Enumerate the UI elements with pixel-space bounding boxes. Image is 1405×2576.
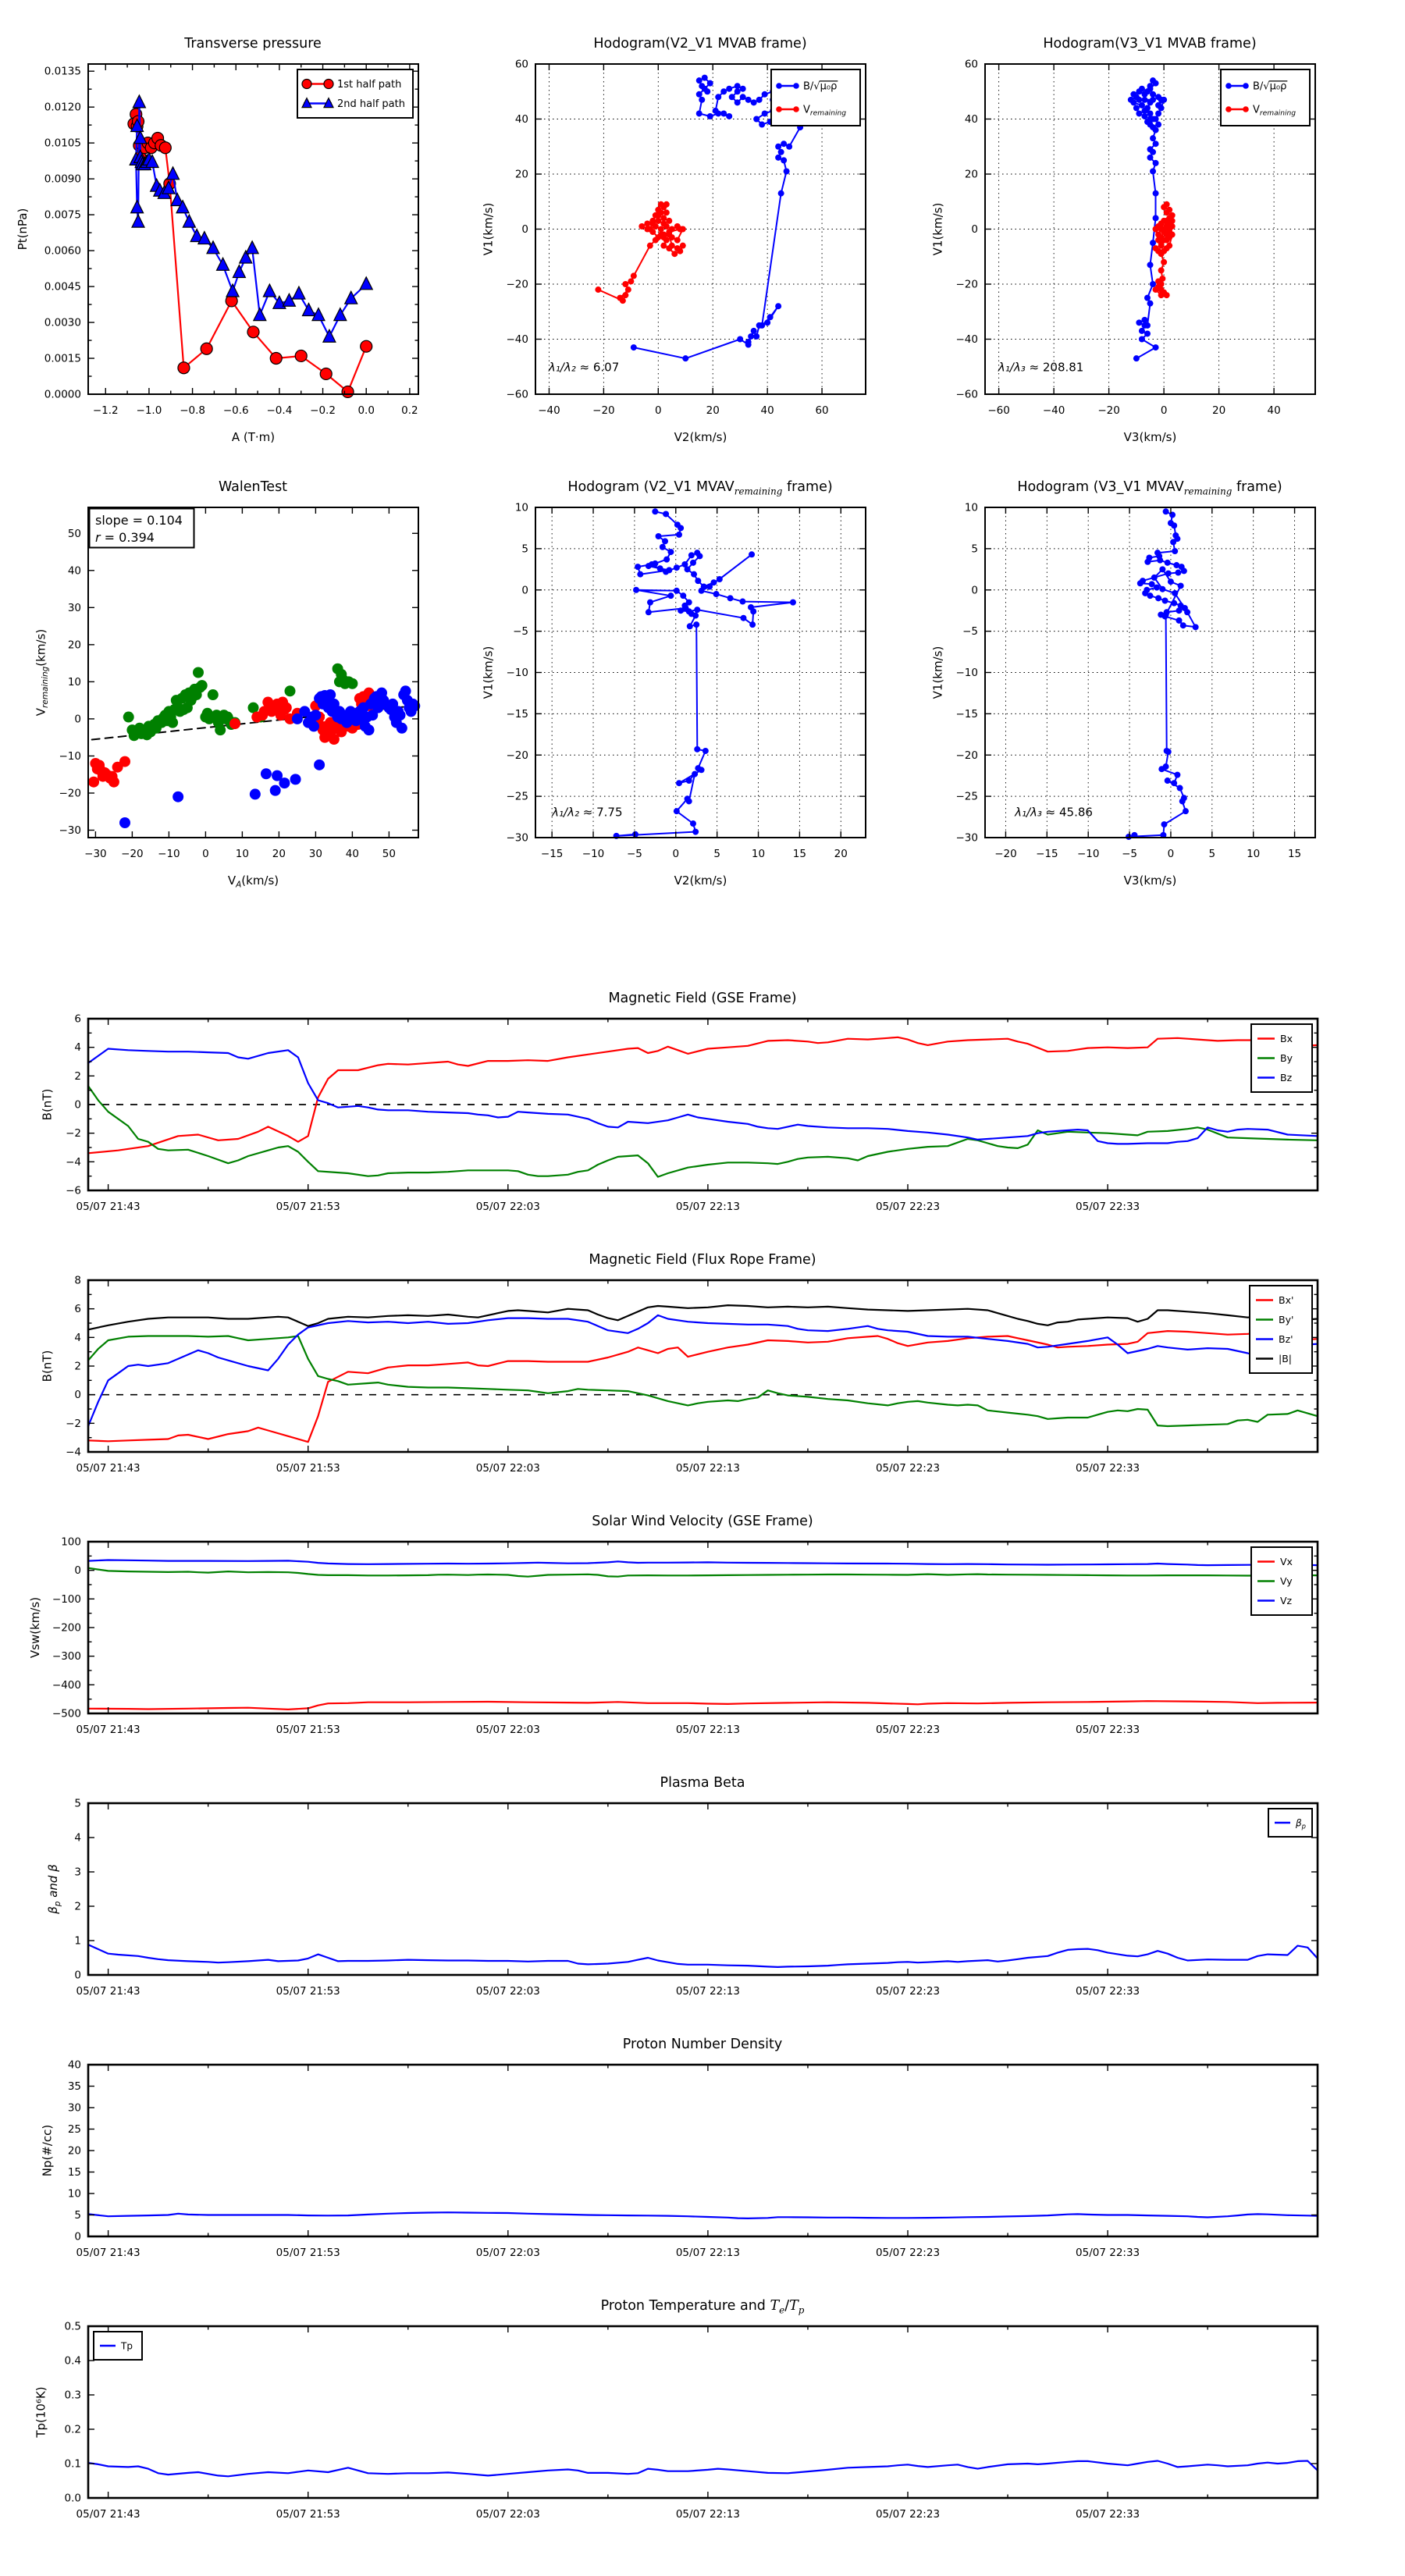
svg-text:λ₁/λ₃ ≈ 208.81: λ₁/λ₃ ≈ 208.81 <box>998 360 1084 375</box>
svg-text:Vx: Vx <box>1280 1556 1293 1567</box>
svg-text:A (T·m): A (T·m) <box>231 430 276 444</box>
svg-text:20: 20 <box>272 848 286 860</box>
svg-text:Vy: Vy <box>1280 1575 1293 1587</box>
svg-text:40: 40 <box>1267 404 1281 417</box>
svg-text:−40: −40 <box>955 333 978 346</box>
svg-text:05/07 22:33: 05/07 22:33 <box>1076 2247 1140 2259</box>
panel-title-transverse-pressure: Transverse pressure <box>184 36 322 52</box>
svg-text:Bz': Bz' <box>1279 1333 1293 1345</box>
svg-text:−0.2: −0.2 <box>310 404 336 417</box>
svg-text:−10: −10 <box>59 749 81 763</box>
svg-text:2: 2 <box>74 1900 81 1913</box>
svg-text:−2: −2 <box>66 1417 81 1430</box>
svg-text:−200: −200 <box>52 1621 81 1635</box>
svg-text:05/07 22:13: 05/07 22:13 <box>675 2508 740 2521</box>
svg-text:05/07 21:43: 05/07 21:43 <box>76 1201 140 1213</box>
svg-text:VA​(km/s): $V_A(km/s)$ <box>227 873 279 890</box>
svg-text:60: 60 <box>815 404 829 417</box>
svg-text:0: 0 <box>202 848 209 860</box>
svg-text:05/07 21:53: 05/07 21:53 <box>276 1201 340 1213</box>
svg-text:Bx: Bx <box>1280 1033 1293 1044</box>
svg-text:|B|: |B| <box>1279 1353 1292 1364</box>
svg-text:0.0135: 0.0135 <box>44 65 81 78</box>
svg-text:−15: −15 <box>506 707 528 720</box>
svg-text:−30: −30 <box>506 831 528 845</box>
svg-text:−20: −20 <box>59 787 81 800</box>
magnetic-field-fluxrope-plot <box>40 1275 1318 1475</box>
svg-text:−40: −40 <box>1042 404 1065 417</box>
svg-text:0.2: 0.2 <box>401 404 418 417</box>
svg-text:−0.8: −0.8 <box>180 404 205 417</box>
svg-text:−0.6: −0.6 <box>222 404 249 417</box>
svg-text:20: 20 <box>706 404 720 417</box>
svg-text:V1(km/s): V1(km/s) <box>930 646 945 699</box>
svg-text:05/07 22:03: 05/07 22:03 <box>475 2247 540 2259</box>
svg-text:30: 30 <box>67 601 81 614</box>
hodogram-v2v1-mvab-plot <box>482 59 866 445</box>
svg-text:05/07 22:23: 05/07 22:23 <box>875 1985 941 1998</box>
svg-text:20: 20 <box>67 639 81 652</box>
svg-text:−40: −40 <box>506 333 528 346</box>
svg-text:40: 40 <box>345 848 359 860</box>
svg-text:B(nT): B(nT) <box>40 1088 55 1121</box>
svg-text:5: 5 <box>74 2209 81 2222</box>
svg-text:05/07 22:13: 05/07 22:13 <box>675 2247 740 2259</box>
svg-text:50: 50 <box>382 848 396 860</box>
svg-text:0.0: 0.0 <box>64 2492 81 2505</box>
panel-title-solar-wind-velocity: Solar Wind Velocity (GSE Frame) <box>592 1514 813 1529</box>
svg-text:05/07 21:43: 05/07 21:43 <box>76 1462 140 1475</box>
svg-text:0.0045: 0.0045 <box>44 280 81 294</box>
svg-text:60: 60 <box>514 58 528 71</box>
svg-text:05/07 22:03: 05/07 22:03 <box>475 1985 540 1998</box>
svg-text:−20: −20 <box>506 749 528 762</box>
svg-text:10: 10 <box>67 2187 81 2201</box>
svg-text:0.0015: 0.0015 <box>44 352 81 365</box>
svg-text:−300: −300 <box>52 1650 81 1663</box>
svg-text:2: 2 <box>74 1069 81 1083</box>
svg-text:05/07 22:33: 05/07 22:33 <box>1076 1462 1140 1475</box>
svg-text:−15: −15 <box>540 848 564 860</box>
svg-text:0: 0 <box>74 1389 81 1402</box>
panel-title-hodogram-v2v1-mvab: Hodogram(V2_V1 MVAB frame) <box>593 36 807 52</box>
svg-text:40: 40 <box>514 113 528 126</box>
svg-text:βp​ and β: $\beta_p$ and β <box>46 1864 62 1914</box>
svg-text:−20: −20 <box>994 848 1017 860</box>
hodogram-v3v1-mvav-plot <box>931 502 1315 888</box>
svg-text:0: 0 <box>971 584 978 597</box>
svg-text:slope = 0.104: slope = 0.104 <box>95 513 183 528</box>
svg-text:05/07 22:03: 05/07 22:03 <box>475 1724 540 1736</box>
svg-text:−500: −500 <box>52 1707 81 1720</box>
svg-text:Vremaining​(km/s): $V_{remaining}(km/s)$ <box>34 628 51 717</box>
svg-text:0.0030: 0.0030 <box>44 316 81 329</box>
svg-text:10: 10 <box>514 501 528 514</box>
svg-text:0: 0 <box>74 2230 81 2243</box>
svg-text:0: 0 <box>655 404 662 417</box>
svg-text:V2(km/s): V2(km/s) <box>674 430 727 444</box>
svg-text:V1(km/s): V1(km/s) <box>930 202 945 256</box>
svg-text:V2(km/s): V2(km/s) <box>674 873 727 888</box>
svg-text:6: 6 <box>74 1303 81 1316</box>
svg-text:4: 4 <box>74 1331 81 1344</box>
svg-text:05/07 21:53: 05/07 21:53 <box>276 1985 340 1998</box>
svg-text:−40: −40 <box>538 404 560 417</box>
svg-text:−1.0: −1.0 <box>136 404 162 417</box>
svg-text:−5: −5 <box>962 625 978 639</box>
svg-text:−0.4: −0.4 <box>266 404 293 417</box>
svg-text:0.3: 0.3 <box>64 2389 81 2402</box>
svg-text:0.0090: 0.0090 <box>44 173 81 186</box>
svg-text:10: 10 <box>67 675 81 688</box>
panel-title-hodogram-v2v1-mvav: Hodogram (V2_V1 $MVAV_{remaining}$ frame) <box>567 479 833 497</box>
svg-text:10: 10 <box>751 848 766 860</box>
svg-text:0.4: 0.4 <box>64 2354 81 2368</box>
svg-text:05/07 22:13: 05/07 22:13 <box>675 1462 740 1475</box>
svg-text:35: 35 <box>67 2080 81 2093</box>
svg-text:0.0: 0.0 <box>357 404 375 417</box>
svg-text:05/07 21:53: 05/07 21:53 <box>276 2508 340 2521</box>
svg-text:05/07 22:03: 05/07 22:03 <box>475 1462 540 1475</box>
svg-text:5: 5 <box>971 543 978 556</box>
svg-text:0.5: 0.5 <box>64 2320 81 2333</box>
solar-wind-velocity-plot <box>28 1536 1318 1737</box>
svg-text:Vz: Vz <box>1280 1595 1293 1606</box>
svg-text:V1(km/s): V1(km/s) <box>481 646 496 699</box>
svg-text:05/07 22:13: 05/07 22:13 <box>675 1985 740 1998</box>
svg-text:λ₁/λ₂ ≈ 7.75: λ₁/λ₂ ≈ 7.75 <box>552 805 623 820</box>
panel-title-hodogram-v3v1-mvav: Hodogram (V3_V1 $MVAV_{remaining}$ frame) <box>1017 479 1282 497</box>
panel-title-plasma-beta: Plasma Beta <box>660 1775 745 1791</box>
svg-text:20: 20 <box>964 168 978 181</box>
svg-text:B/√μ₀ρ: B/√μ₀ρ <box>1253 80 1287 93</box>
transverse-pressure-plot <box>16 64 418 444</box>
svg-text:−25: −25 <box>506 790 528 803</box>
svg-text:05/07 22:33: 05/07 22:33 <box>1076 1724 1140 1736</box>
svg-text:0: 0 <box>74 1098 81 1112</box>
svg-text:60: 60 <box>964 58 978 71</box>
panel-title-magnetic-field-gse: Magnetic Field (GSE Frame) <box>608 991 797 1006</box>
svg-text:−5: −5 <box>1122 848 1138 860</box>
svg-text:−2: −2 <box>66 1127 81 1140</box>
svg-text:100: 100 <box>61 1535 81 1549</box>
svg-text:B(nT): B(nT) <box>40 1350 55 1382</box>
svg-text:−20: −20 <box>955 278 978 291</box>
svg-text:−25: −25 <box>955 790 978 803</box>
svg-text:25: 25 <box>67 2123 81 2136</box>
svg-text:40: 40 <box>67 564 81 578</box>
svg-text:−5: −5 <box>513 625 528 639</box>
svg-text:Pt(nPa): Pt(nPa) <box>16 208 30 251</box>
svg-text:Bz: Bz <box>1280 1072 1293 1083</box>
svg-text:05/07 22:23: 05/07 22:23 <box>875 2508 941 2521</box>
svg-text:B/√μ₀ρ: B/√μ₀ρ <box>803 80 838 93</box>
svg-text:05/07 22:13: 05/07 22:13 <box>675 1201 740 1213</box>
svg-text:−10: −10 <box>506 667 528 679</box>
svg-text:05/07 22:03: 05/07 22:03 <box>475 2508 540 2521</box>
svg-text:10: 10 <box>1247 848 1261 860</box>
svg-text:05/07 22:33: 05/07 22:33 <box>1076 1985 1140 1998</box>
svg-text:−15: −15 <box>1036 848 1058 860</box>
svg-text:λ₁/λ₃ ≈ 45.86: λ₁/λ₃ ≈ 45.86 <box>1015 805 1093 820</box>
svg-text:05/07 22:33: 05/07 22:33 <box>1076 1201 1140 1213</box>
svg-text:−60: −60 <box>987 404 1010 417</box>
svg-text:−6: −6 <box>66 1184 81 1197</box>
svg-text:−20: −20 <box>1097 404 1120 417</box>
svg-text:−4: −4 <box>66 1155 81 1169</box>
svg-text:05/07 22:23: 05/07 22:23 <box>875 1462 941 1475</box>
svg-text:05/07 21:53: 05/07 21:53 <box>276 2247 340 2259</box>
svg-text:Np(#/cc): Np(#/cc) <box>40 2124 55 2177</box>
svg-text:8: 8 <box>74 1274 81 1287</box>
svg-text:5: 5 <box>1208 848 1216 860</box>
svg-text:−20: −20 <box>592 404 615 417</box>
svg-text:05/07 21:43: 05/07 21:43 <box>76 1985 140 1998</box>
svg-text:−30: −30 <box>84 848 107 860</box>
svg-text:05/07 22:23: 05/07 22:23 <box>875 1724 941 1736</box>
svg-text:0.1: 0.1 <box>64 2457 81 2471</box>
svg-text:30: 30 <box>308 848 322 860</box>
svg-text:By: By <box>1280 1052 1293 1064</box>
svg-text:−400: −400 <box>52 1678 81 1692</box>
panel-title-walen-test: WalenTest <box>218 479 288 495</box>
svg-text:0: 0 <box>1167 848 1175 860</box>
svg-text:50: 50 <box>67 527 81 540</box>
svg-text:0: 0 <box>521 223 528 236</box>
svg-text:0.0105: 0.0105 <box>44 137 81 150</box>
svg-text:−60: −60 <box>955 388 978 401</box>
svg-text:40: 40 <box>67 2058 81 2072</box>
svg-text:5: 5 <box>74 1797 81 1810</box>
svg-text:V3(km/s): V3(km/s) <box>1123 873 1177 888</box>
svg-text:05/07 21:43: 05/07 21:43 <box>76 1724 140 1736</box>
panel-title-proton-number-density: Proton Number Density <box>622 2037 783 2052</box>
svg-text:−10: −10 <box>158 848 180 860</box>
panel-title-magnetic-field-fluxrope: Magnetic Field (Flux Rope Frame) <box>589 1252 816 1268</box>
svg-text:05/07 22:23: 05/07 22:23 <box>875 2247 941 2259</box>
svg-text:05/07 21:53: 05/07 21:53 <box>276 1462 340 1475</box>
svg-text:0.0060: 0.0060 <box>44 244 81 258</box>
svg-text:2nd half path: 2nd half path <box>337 98 405 110</box>
svg-text:−60: −60 <box>506 388 528 401</box>
svg-text:05/07 21:43: 05/07 21:43 <box>76 2508 140 2521</box>
svg-text:Bx': Bx' <box>1279 1294 1294 1306</box>
panel-title-hodogram-v3v1-mvab: Hodogram(V3_V1 MVAB frame) <box>1043 36 1257 52</box>
svg-text:15: 15 <box>1287 848 1302 860</box>
hodogram-v2v1-mvav-plot <box>482 502 866 888</box>
svg-text:0: 0 <box>74 713 81 726</box>
svg-text:0: 0 <box>74 1969 81 1982</box>
svg-text:05/07 22:13: 05/07 22:13 <box>675 1724 740 1736</box>
svg-text:0: 0 <box>672 848 680 860</box>
svg-text:0.0120: 0.0120 <box>44 101 81 114</box>
svg-text:4: 4 <box>74 1041 81 1055</box>
svg-text:−30: −30 <box>59 824 81 837</box>
svg-text:−20: −20 <box>955 749 978 762</box>
svg-text:10: 10 <box>235 848 249 860</box>
svg-text:20: 20 <box>514 168 528 181</box>
svg-text:0: 0 <box>1160 404 1168 417</box>
svg-text:1st half path: 1st half path <box>337 79 402 91</box>
svg-text:30: 30 <box>67 2101 81 2115</box>
proton-number-density-plot <box>40 2059 1318 2260</box>
svg-text:−10: −10 <box>955 667 978 679</box>
svg-text:5: 5 <box>713 848 720 860</box>
walen-test-plot <box>34 507 421 890</box>
svg-text:−4: −4 <box>66 1446 81 1459</box>
svg-text:4: 4 <box>74 1831 81 1845</box>
svg-text:0.0075: 0.0075 <box>44 208 81 222</box>
svg-text:40: 40 <box>964 113 978 126</box>
svg-text:05/07 21:43: 05/07 21:43 <box>76 2247 140 2259</box>
svg-text:Tp: Tp <box>121 2340 133 2352</box>
svg-text:5: 5 <box>521 543 528 556</box>
svg-text:0.2: 0.2 <box>64 2423 81 2436</box>
svg-text:λ₁/λ₂ ≈ 6.07: λ₁/λ₂ ≈ 6.07 <box>548 360 620 375</box>
svg-text:3: 3 <box>74 1866 81 1879</box>
plasma-beta-plot <box>46 1798 1318 1998</box>
svg-text:40: 40 <box>760 404 774 417</box>
magnetic-field-gse-plot <box>40 1013 1318 1214</box>
svg-text:05/07 22:03: 05/07 22:03 <box>475 1201 540 1213</box>
svg-text:−20: −20 <box>506 278 528 291</box>
svg-text:V1(km/s): V1(km/s) <box>481 202 496 256</box>
svg-text:By': By' <box>1279 1314 1294 1325</box>
svg-text:05/07 21:53: 05/07 21:53 <box>276 1724 340 1736</box>
svg-text:15: 15 <box>67 2166 81 2179</box>
svg-text:−5: −5 <box>626 848 642 860</box>
svg-text:Vremaining​: $V_{remaining}$ <box>803 104 847 118</box>
svg-text:−15: −15 <box>955 707 978 720</box>
svg-text:0: 0 <box>971 223 978 236</box>
svg-text:1: 1 <box>74 1934 81 1948</box>
svg-text:05/07 22:33: 05/07 22:33 <box>1076 2508 1140 2521</box>
svg-text:20: 20 <box>834 848 848 860</box>
svg-text:−10: −10 <box>582 848 605 860</box>
svg-text:2: 2 <box>74 1360 81 1373</box>
svg-text:Vremaining​: $V_{remaining}$ <box>1253 104 1297 118</box>
svg-text:0: 0 <box>74 1564 81 1578</box>
svg-text:20: 20 <box>1212 404 1226 417</box>
svg-text:V3(km/s): V3(km/s) <box>1123 430 1177 444</box>
svg-text:0.0000: 0.0000 <box>44 388 81 401</box>
svg-text:15: 15 <box>792 848 806 860</box>
svg-text:20: 20 <box>67 2144 81 2158</box>
svg-text:−30: −30 <box>955 831 978 845</box>
svg-text:Tp(10⁶K): Tp(10⁶K) <box>34 2386 48 2438</box>
svg-text:0: 0 <box>521 584 528 597</box>
proton-temperature-plot <box>34 2321 1318 2521</box>
svg-text:r = 0.394: r = 0.394 <box>95 530 155 545</box>
svg-text:−100: −100 <box>52 1592 81 1606</box>
svg-text:Vsw(km/s): Vsw(km/s) <box>27 1596 42 1659</box>
svg-text:−20: −20 <box>121 848 144 860</box>
svg-text:−10: −10 <box>1076 848 1100 860</box>
svg-text:βp​: $\beta_p$ <box>1296 1817 1306 1831</box>
svg-text:−1.2: −1.2 <box>92 404 119 417</box>
hodogram-v3v1-mvab-plot <box>931 59 1315 445</box>
panel-title-proton-temperature: Proton Temperature and $T_e/T_p$ <box>600 2298 805 2316</box>
svg-text:6: 6 <box>74 1012 81 1026</box>
svg-text:10: 10 <box>964 501 978 514</box>
svg-text:05/07 22:23: 05/07 22:23 <box>875 1201 941 1213</box>
